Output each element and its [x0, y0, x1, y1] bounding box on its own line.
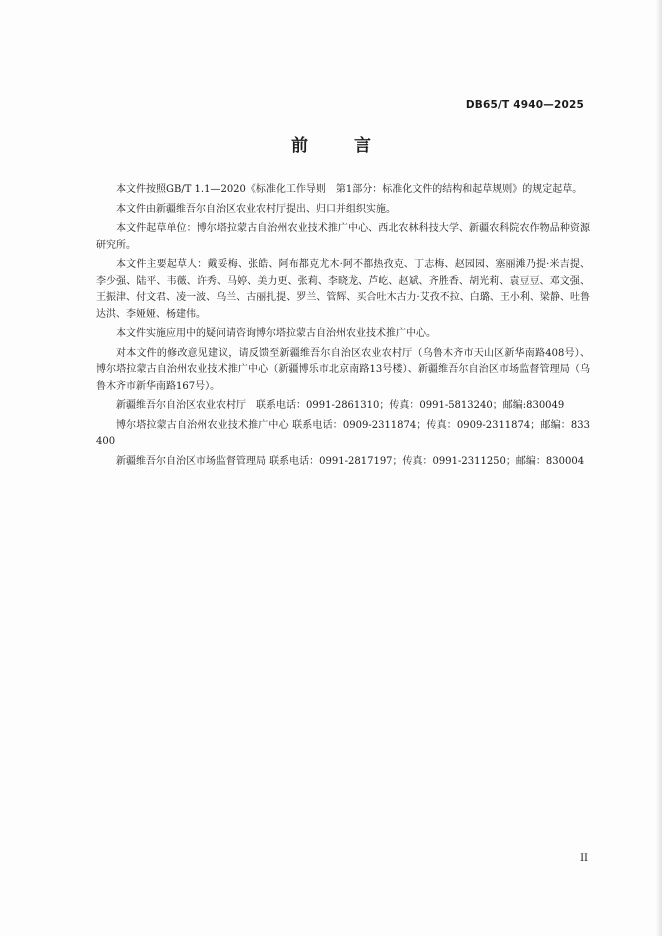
paragraph-feedback: 对本文件的修改意见建议，请反馈至新疆维吾尔自治区农业农村厅（乌鲁木齐市天山区新华南路408号）、博尔塔拉蒙古自治州农业技术推广中心（新疆博乐市北京南路13号楼）、新疆维吾尔自治区市场监督管理局（乌鲁木齐市新华南路167号）。 — [96, 347, 590, 392]
section-title: 前 言 — [291, 136, 391, 156]
contact-agriculture-department: 新疆维吾尔自治区农业农村厅 联系电话：0991-2861310；传真：0991-5813240；邮编:830049 — [116, 400, 565, 411]
contact-bortala-extension-center: 博尔塔拉蒙古自治州农业技术推广中心 联系电话：0909-2311874；传真：0909-2311874；邮编：833400 — [96, 419, 590, 447]
paragraph-inquiry: 本文件实施应用中的疑问请咨询博尔塔拉蒙古自治州农业技术推广中心。 — [116, 328, 436, 339]
contact-market-supervision-bureau: 新疆维吾尔自治区市场监督管理局 联系电话：0991-2817197；传真：0991-2311250；邮编：830004 — [116, 455, 585, 467]
paragraph-proposer: 本文件由新疆维吾尔自治区农业农村厅提出、归口并组织实施。 — [116, 203, 396, 215]
paragraph-drafting-basis: 本文件按照GB/T 1.1—2020《标准化工作导则 第1部分：标准化文件的结构和起草规则》的规定起草。 — [116, 184, 583, 195]
page-number: II — [580, 853, 588, 864]
document-code: DB65/T 4940—2025 — [465, 99, 584, 111]
paragraph-drafters: 本文件主要起草人：戴妥梅、张皓、阿布都克尤木·阿不都热孜克、丁志梅、赵园园、塞丽滩乃提·米吉提、李少强、陆平、韦薇、许秀、马婷、美力更、张莉、李晓龙、芦屹、赵斌、齐胜香、胡光莉、袁豆豆、邓文强、王振津、付文君、凌一波、乌兰、古丽扎提、罗兰、管辉、买合吐木古力·艾孜不拉、白璐、王小利、梁静、吐鲁达洪、李娅娅、杨建伟。 — [96, 259, 590, 320]
paragraph-drafting-units: 本文件起草单位：博尔塔拉蒙古自治州农业技术推广中心、西北农林科技大学、新疆农科院农作物品种资源研究所。 — [96, 223, 590, 251]
foreword-body — [96, 182, 590, 470]
